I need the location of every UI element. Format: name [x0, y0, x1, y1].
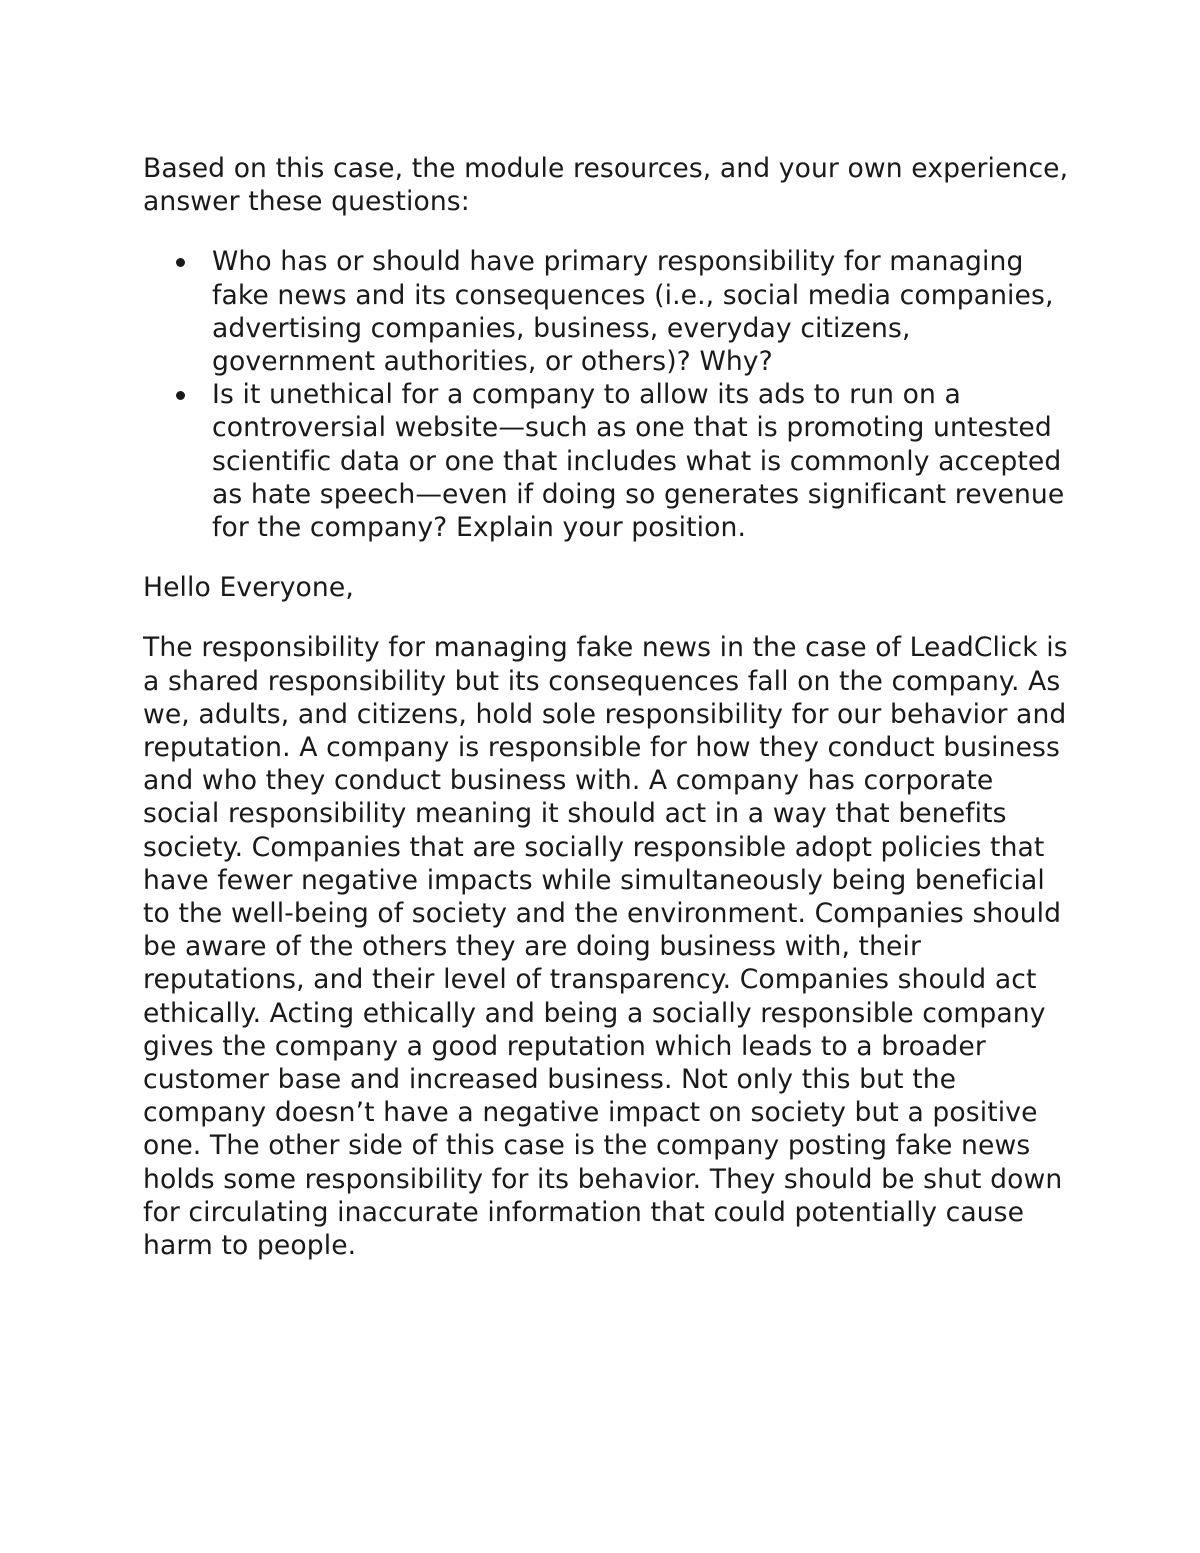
bullet-icon: [176, 258, 185, 267]
document-body: [143, 152, 1073, 1262]
bullet-icon: [176, 391, 185, 400]
question-text: Is it unethical for a company to allow its ads to run on a controversial website—such as one that is promoting untested scientific data or one that includes what is commonly accepted as hate speech—even if doing so generates significant revenue for the company? Explain your position.: [212, 379, 1065, 544]
list-item: [143, 245, 1073, 378]
list-item: [143, 378, 1073, 544]
question-text: Who has or should have primary responsibility for managing fake news and its consequences (i.e., social media companies, advertising companies, business, everyday citizens, government authorities, or others)? Why?: [212, 246, 1054, 378]
response-paragraph: The responsibility for managing fake news in the case of LeadClick is a shared responsibility but its consequences fall on the company. As we, adults, and citizens, hold sole responsibility for our behavior and reputation. A company is responsible for how they conduct business and who they conduct business with. A company has corporate social responsibility meaning it should act in a way that benefits society. Companies that are socially responsible adopt policies that have fewer negative impacts while simultaneously being beneficial to the well-being of society and the environment. Companies should be aware of the others they are doing business with, their reputations, and their level of transparency. Companies should act ethically. Acting ethically and being a socially responsible company gives the company a good reputation which leads to a broader customer base and increased business. Not only this but the company doesn’t have a negative impact on society but a positive one. The other side of this case is the company posting fake news holds some responsibility for its behavior. They should be shut down for circulating inaccurate information that could potentially cause harm to people.: [143, 632, 1068, 1262]
greeting: Hello Everyone,: [143, 572, 354, 604]
question-list: [143, 245, 1073, 544]
intro-paragraph: Based on this case, the module resources, and your own experience, answer these questions:: [143, 153, 1069, 218]
